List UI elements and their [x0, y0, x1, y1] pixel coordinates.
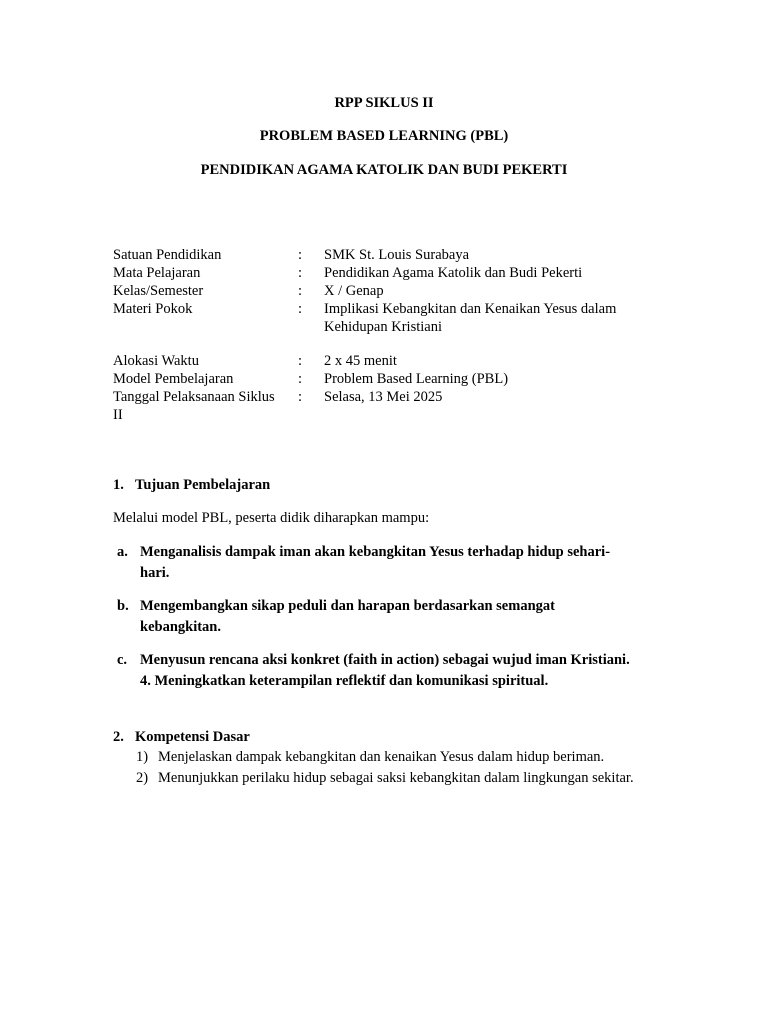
competency-item-1: [136, 747, 696, 768]
identity-label: Alokasi Waktu: [113, 353, 199, 369]
objective-item-c: [117, 650, 637, 692]
section-number: 1.: [113, 477, 124, 493]
list-marker: c.: [117, 652, 128, 668]
competency-text: Menunjukkan perilaku hidup sebagai saksi kebangkitan dalam lingkungan sekitar.: [158, 770, 634, 786]
identity-row-model: [113, 370, 673, 388]
identity-row-school: [113, 246, 673, 264]
list-marker: b.: [117, 598, 129, 614]
identity-label: Kelas/Semester: [113, 283, 204, 299]
objective-item-b: [117, 596, 637, 638]
doc-title-pbl: PROBLEM BASED LEARNING (PBL): [259, 128, 509, 144]
identity-spacer: [113, 336, 673, 352]
identity-value: Selasa, 13 Mei 2025: [324, 389, 443, 405]
identity-value: Pendidikan Agama Katolik dan Budi Pekerti: [324, 265, 583, 281]
identity-value: SMK St. Louis Surabaya: [324, 247, 469, 263]
identity-colon: :: [298, 283, 303, 299]
identity-value: 2 x 45 menit: [324, 353, 397, 369]
identity-value: Implikasi Kebangkitan dan Kenaikan Yesus dalam Kehidupan Kristiani: [324, 301, 617, 335]
identity-table: [113, 246, 673, 424]
section-number: 2.: [113, 729, 124, 745]
identity-colon: :: [298, 389, 303, 405]
identity-row-topic: [113, 300, 673, 336]
identity-colon: :: [298, 265, 303, 281]
objective-text: Mengembangkan sikap peduli dan harapan berdasarkan semangat kebangkitan.: [140, 598, 555, 635]
identity-colon: :: [298, 371, 303, 387]
objective-item-a: [117, 542, 637, 584]
list-marker: 1): [136, 749, 149, 765]
section-title: Kompetensi Dasar: [135, 729, 250, 745]
identity-label: Materi Pokok: [113, 301, 193, 317]
list-marker: a.: [117, 544, 128, 560]
identity-colon: :: [298, 353, 303, 369]
doc-title-subject: PENDIDIKAN AGAMA KATOLIK DAN BUDI PEKERTI: [200, 162, 568, 178]
identity-row-date: [113, 388, 673, 424]
section-title: Tujuan Pembelajaran: [135, 477, 271, 493]
identity-row-subject: [113, 264, 673, 282]
section-heading-objectives: [113, 476, 270, 494]
identity-row-time: [113, 352, 673, 370]
doc-title-rpp: RPP SIKLUS II: [334, 95, 434, 111]
identity-colon: :: [298, 247, 303, 263]
identity-row-class: [113, 282, 673, 300]
competency-text: Menjelaskan dampak kebangkitan dan kenaikan Yesus dalam hidup beriman.: [158, 749, 605, 765]
identity-label: Tanggal Pelaksanaan Siklus II: [113, 389, 275, 423]
objectives-intro: Melalui model PBL, peserta didik diharapkan mampu:: [113, 510, 430, 526]
list-marker: 2): [136, 770, 149, 786]
identity-value: X / Genap: [324, 283, 384, 299]
objective-text: Menganalisis dampak iman akan kebangkitan Yesus terhadap hidup sehari-hari.: [140, 544, 611, 581]
identity-colon: :: [298, 301, 303, 317]
competency-item-2: [136, 768, 696, 789]
identity-label: Satuan Pendidikan: [113, 247, 222, 263]
identity-label: Mata Pelajaran: [113, 265, 201, 281]
objective-text: Menyusun rencana aksi konkret (faith in action) sebagai wujud iman Kristiani. 4. Meningkatkan keterampilan reflektif dan komunikasi spiritual.: [140, 652, 630, 689]
section-heading-competency: [113, 728, 250, 746]
identity-value: Problem Based Learning (PBL): [324, 371, 509, 387]
identity-label: Model Pembelajaran: [113, 371, 234, 387]
